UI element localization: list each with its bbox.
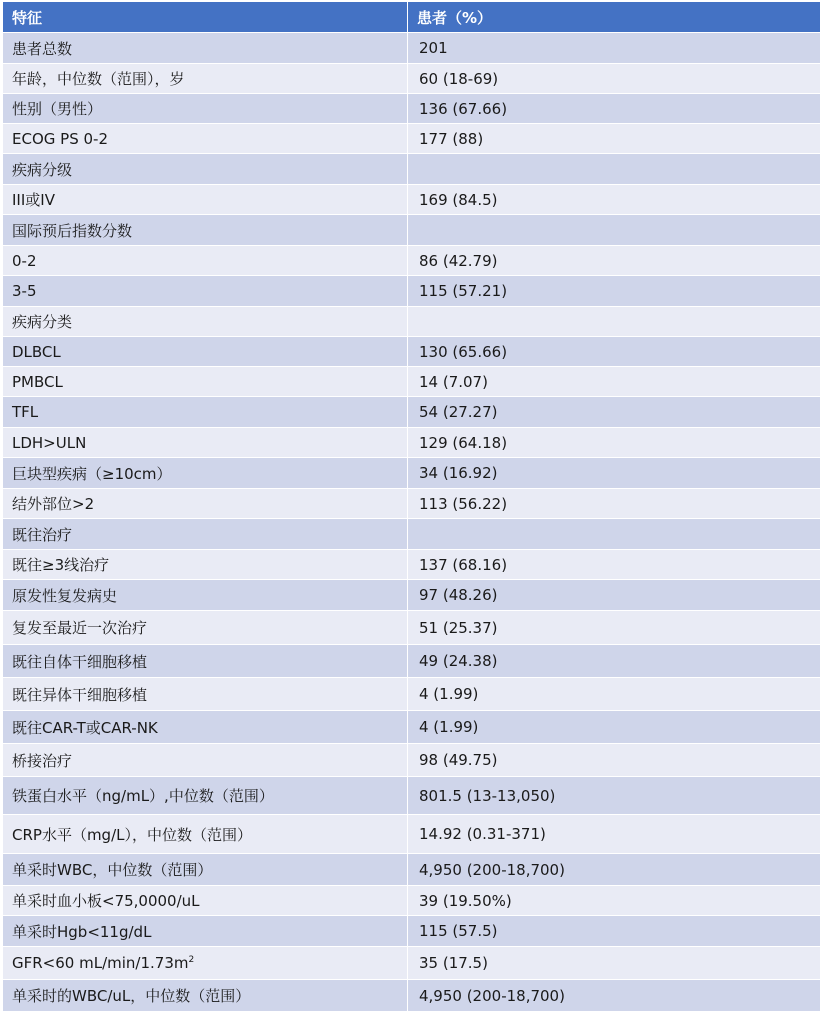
table-row	[3, 886, 821, 916]
row-value: 14 (7.07)	[408, 367, 821, 397]
row-label-text: GFR<60 mL/min/1.73m	[12, 954, 189, 972]
row-value: 130 (65.66)	[408, 337, 821, 367]
row-value	[408, 215, 821, 246]
patient-characteristics-table	[2, 1, 821, 1012]
table-row	[3, 580, 821, 611]
table-row	[3, 916, 821, 947]
row-value	[408, 154, 821, 185]
row-label-text: 原发性复发病史	[12, 586, 118, 605]
row-label	[3, 215, 408, 246]
row-value: 97 (48.26)	[408, 580, 821, 611]
row-value: 98 (49.75)	[408, 744, 821, 777]
row-value: 60 (18-69)	[408, 64, 821, 94]
table-row	[3, 645, 821, 678]
row-value: 34 (16.92)	[408, 458, 821, 489]
row-label-text: 复发至最近一次治疗	[12, 619, 148, 637]
table-body	[3, 33, 821, 1012]
row-label-text: 0-2	[12, 251, 37, 270]
row-label	[3, 397, 408, 428]
table-row	[3, 489, 821, 519]
row-label	[3, 458, 408, 489]
row-label-text: 既往CAR-T或CAR-NK	[12, 718, 158, 737]
row-label	[3, 711, 408, 744]
row-label	[3, 815, 408, 854]
row-value: 86 (42.79)	[408, 246, 821, 276]
table-row	[3, 678, 821, 711]
row-label	[3, 307, 408, 337]
row-label-text: 单采时的WBC/uL，中位数（范围）	[12, 987, 251, 1005]
table-row	[3, 777, 821, 815]
row-label	[3, 777, 408, 815]
table-row	[3, 711, 821, 744]
row-label	[3, 367, 408, 397]
row-label-text: 铁蛋白水平（ng/mL）,中位数（范围）	[12, 787, 274, 805]
row-label	[3, 678, 408, 711]
table-row	[3, 94, 821, 124]
row-value: 136 (67.66)	[408, 94, 821, 124]
table-row	[3, 337, 821, 367]
table-row	[3, 980, 821, 1012]
table-row	[3, 815, 821, 854]
row-value: 4,950 (200-18,700)	[408, 980, 821, 1012]
table-row	[3, 307, 821, 337]
row-label-text: TFL	[12, 403, 39, 421]
row-value: 137 (68.16)	[408, 550, 821, 580]
row-label	[3, 611, 408, 645]
row-value: 177 (88)	[408, 124, 821, 154]
row-label-text: III或IV	[12, 191, 55, 209]
row-label-text: 桥接治疗	[12, 751, 73, 770]
table-row	[3, 519, 821, 550]
row-label-text: ECOG PS 0-2	[12, 129, 108, 148]
row-label-text: 既往≥3线治疗	[12, 556, 110, 574]
table-row	[3, 215, 821, 246]
row-label	[3, 246, 408, 276]
table-row	[3, 124, 821, 154]
row-label	[3, 580, 408, 611]
row-value: 201	[408, 33, 821, 64]
row-label-text: CRP水平（mg/L），中位数（范围）	[12, 825, 252, 844]
table-row	[3, 246, 821, 276]
table-row	[3, 458, 821, 489]
row-value	[408, 519, 821, 550]
row-label	[3, 886, 408, 916]
row-label	[3, 519, 408, 550]
table-header-row	[3, 2, 821, 33]
row-label	[3, 64, 408, 94]
row-value: 115 (57.21)	[408, 276, 821, 307]
table-row	[3, 947, 821, 980]
row-label	[3, 550, 408, 580]
row-label-text: 疾病分类	[12, 313, 73, 331]
table-row	[3, 550, 821, 580]
row-value: 39 (19.50%)	[408, 886, 821, 916]
row-label-text: 单采时WBC，中位数（范围）	[12, 861, 213, 879]
row-value: 4 (1.99)	[408, 678, 821, 711]
row-label	[3, 947, 408, 980]
row-label-text: 既往治疗	[12, 525, 73, 544]
row-label-text: LDH>ULN	[12, 433, 87, 452]
table-row	[3, 397, 821, 428]
table-row	[3, 744, 821, 777]
table-row	[3, 33, 821, 64]
row-label-superscript: 2	[188, 955, 195, 965]
table-row	[3, 276, 821, 307]
row-label-text: 国际预后指数分数	[12, 221, 133, 240]
row-label	[3, 154, 408, 185]
row-value: 14.92 (0.31-371)	[408, 815, 821, 854]
row-value	[408, 307, 821, 337]
row-value: 35 (17.5)	[408, 947, 821, 980]
header-patients-percent: 患者（%）	[408, 2, 821, 33]
row-label-text: 3-5	[12, 282, 37, 300]
row-label-text: DLBCL	[12, 342, 61, 361]
row-label	[3, 916, 408, 947]
row-value: 4,950 (200-18,700)	[408, 854, 821, 886]
header-characteristic: 特征	[3, 2, 408, 33]
row-value: 129 (64.18)	[408, 428, 821, 458]
row-value: 54 (27.27)	[408, 397, 821, 428]
row-label	[3, 980, 408, 1012]
row-label	[3, 276, 408, 307]
row-label-text: 单采时Hgb<11g/dL	[12, 922, 152, 941]
row-label-text: 疾病分级	[12, 160, 73, 179]
row-value: 113 (56.22)	[408, 489, 821, 519]
row-label	[3, 185, 408, 215]
table-row	[3, 64, 821, 94]
row-label	[3, 94, 408, 124]
table-row	[3, 428, 821, 458]
table-row	[3, 854, 821, 886]
row-label-text: 患者总数	[12, 39, 73, 58]
row-label	[3, 645, 408, 678]
row-label-text: 既往异体干细胞移植	[12, 685, 148, 704]
row-label-text: 年龄，中位数（范围），岁	[12, 70, 185, 88]
table-row	[3, 154, 821, 185]
row-value: 49 (24.38)	[408, 645, 821, 678]
row-label-text: 结外部位>2	[12, 495, 95, 513]
table-row	[3, 611, 821, 645]
row-label	[3, 744, 408, 777]
row-label-text: 巨块型疾病（≥10cm）	[12, 464, 172, 483]
row-label	[3, 33, 408, 64]
row-value: 169 (84.5)	[408, 185, 821, 215]
table-row	[3, 367, 821, 397]
table-row	[3, 185, 821, 215]
row-label	[3, 854, 408, 886]
row-label	[3, 489, 408, 519]
row-value: 115 (57.5)	[408, 916, 821, 947]
row-value: 801.5 (13-13,050)	[408, 777, 821, 815]
row-label	[3, 124, 408, 154]
row-label-text: 性别（男性）	[12, 100, 103, 118]
row-label-text: PMBCL	[12, 372, 63, 391]
row-label	[3, 337, 408, 367]
row-value: 4 (1.99)	[408, 711, 821, 744]
row-value: 51 (25.37)	[408, 611, 821, 645]
row-label-text: 单采时血小板<75,0000/uL	[12, 892, 200, 910]
row-label-text: 既往自体干细胞移植	[12, 652, 148, 671]
row-label	[3, 428, 408, 458]
